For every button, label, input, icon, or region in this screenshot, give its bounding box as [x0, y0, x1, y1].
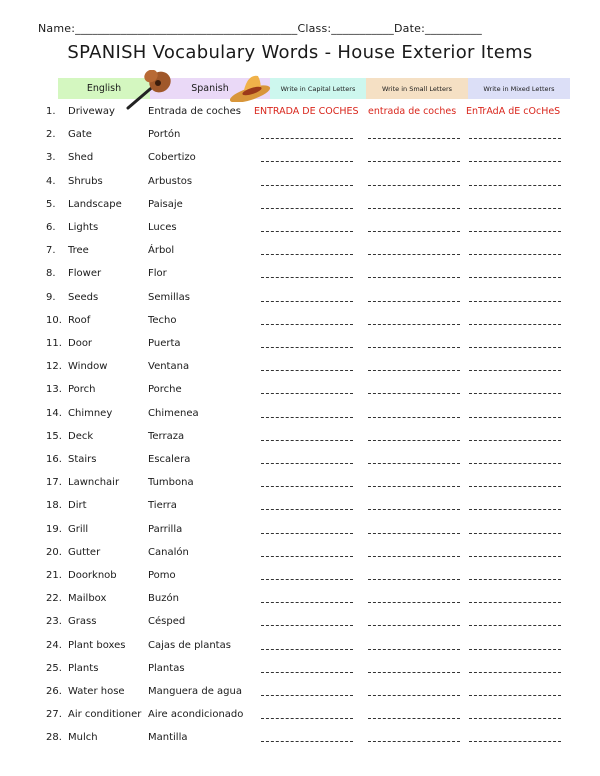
vocab-row [0, 292, 600, 308]
small-blank[interactable] [368, 185, 460, 186]
row-number: 4. [46, 175, 56, 187]
vocab-row [0, 384, 600, 400]
spanish-word: Parrilla [148, 523, 183, 535]
row-number: 6. [46, 222, 56, 233]
english-word: Shed [68, 152, 94, 164]
example-mixed: EnTrAdA dE cOcHeS [466, 106, 561, 117]
spanish-word: Plantas [148, 662, 185, 674]
capital-blank[interactable] [261, 556, 353, 557]
spanish-word: Canalón [148, 546, 189, 558]
english-word: Door [68, 338, 93, 349]
mixed-blank[interactable] [469, 231, 561, 232]
english-word: Porch [68, 384, 96, 396]
spanish-word: Árbol [148, 245, 175, 257]
english-word: Window [68, 361, 108, 373]
spanish-word: Aire acondicionado [148, 709, 244, 721]
row-number: 27. [46, 709, 62, 721]
row-number: 2. [46, 129, 56, 141]
mixed-blank[interactable] [469, 672, 561, 673]
small-blank[interactable] [368, 324, 460, 325]
capital-blank[interactable] [261, 277, 353, 278]
capital-blank[interactable] [261, 718, 353, 719]
english-word: Deck [68, 430, 94, 442]
vocab-row [0, 361, 600, 377]
small-blank[interactable] [368, 440, 460, 441]
small-blank[interactable] [368, 301, 460, 302]
mixed-blank[interactable] [469, 370, 561, 371]
english-word: Dirt [68, 500, 87, 512]
row-number: 26. [46, 686, 62, 697]
spanish-word: Cajas de plantas [148, 639, 231, 651]
small-blank[interactable] [368, 138, 460, 139]
row-number: 3. [46, 152, 56, 164]
spanish-word: Tumbona [148, 477, 194, 489]
spanish-word: Cobertizo [148, 152, 196, 164]
small-blank[interactable] [368, 231, 460, 232]
english-word: Driveway [68, 106, 115, 117]
small-blank[interactable] [368, 370, 460, 371]
row-number: 1. [46, 106, 56, 117]
small-blank[interactable] [368, 161, 460, 162]
vocab-row [0, 245, 600, 261]
english-word: Gutter [68, 546, 101, 558]
vocab-row [0, 500, 600, 516]
vocab-row [0, 338, 600, 354]
mixed-blank[interactable] [469, 208, 561, 209]
mixed-blank[interactable] [469, 185, 561, 186]
english-word: Air conditioner [68, 709, 142, 721]
row-number: 16. [46, 454, 62, 465]
capital-blank[interactable] [261, 440, 353, 441]
mixed-blank[interactable] [469, 602, 561, 603]
mixed-blank[interactable] [469, 324, 561, 325]
spanish-word: Arbustos [148, 175, 193, 187]
vocab-row [0, 732, 600, 748]
row-number: 23. [46, 616, 62, 628]
english-word: Plants [68, 662, 99, 674]
capital-blank[interactable] [261, 347, 353, 348]
english-word: Landscape [68, 198, 122, 210]
row-number: 25. [46, 662, 62, 674]
vocab-row [0, 454, 600, 470]
worksheet-title: SPANISH Vocabulary Words - House Exterior Items [67, 42, 533, 63]
capital-blank[interactable] [261, 649, 353, 650]
mixed-blank[interactable] [469, 393, 561, 394]
capital-blank[interactable] [261, 138, 353, 139]
small-blank[interactable] [368, 579, 460, 580]
english-word: Water hose [68, 686, 125, 697]
capital-blank[interactable] [261, 579, 353, 580]
english-word: Chimney [68, 407, 113, 419]
row-number: 20. [46, 546, 62, 558]
mixed-blank[interactable] [469, 440, 561, 441]
capital-blank[interactable] [261, 509, 353, 510]
capital-blank[interactable] [261, 625, 353, 626]
mixed-blank[interactable] [469, 347, 561, 348]
column-header-spanish: Spanish [150, 78, 270, 99]
vocab-row [0, 129, 600, 145]
mixed-blank[interactable] [469, 579, 561, 580]
spanish-word: Césped [148, 616, 186, 628]
column-header-small: Write in Small Letters [366, 78, 468, 99]
spanish-word: Flor [148, 268, 167, 280]
spanish-word: Terraza [148, 430, 185, 442]
small-blank[interactable] [368, 393, 460, 394]
row-number: 24. [46, 639, 62, 651]
vocab-row [0, 547, 600, 563]
capital-blank[interactable] [261, 161, 353, 162]
row-number: 5. [46, 198, 56, 210]
mixed-blank[interactable] [469, 138, 561, 139]
capital-blank[interactable] [261, 254, 353, 255]
row-number: 13. [46, 384, 62, 396]
capital-blank[interactable] [261, 370, 353, 371]
name-class-date-line[interactable]: Name:_______________________________________Class:___________Date:__________ [38, 22, 483, 35]
column-header-english: English [58, 78, 150, 99]
row-number: 22. [46, 593, 62, 605]
mixed-blank[interactable] [469, 695, 561, 696]
english-word: Seeds [68, 291, 99, 303]
vocab-row [0, 640, 600, 656]
capital-blank[interactable] [261, 602, 353, 603]
vocab-row [0, 222, 600, 238]
english-word: Shrubs [68, 175, 103, 187]
vocab-row [0, 593, 600, 609]
small-blank[interactable] [368, 556, 460, 557]
spanish-word: Buzón [148, 593, 179, 605]
row-number: 15. [46, 430, 62, 442]
small-blank[interactable] [368, 463, 460, 464]
small-blank[interactable] [368, 347, 460, 348]
row-number: 9. [46, 291, 56, 303]
small-blank[interactable] [368, 417, 460, 418]
mixed-blank[interactable] [469, 277, 561, 278]
mixed-blank[interactable] [469, 486, 561, 487]
small-blank[interactable] [368, 741, 460, 742]
capital-blank[interactable] [261, 486, 353, 487]
mixed-blank[interactable] [469, 161, 561, 162]
row-number: 17. [46, 477, 62, 489]
spanish-word: Escalera [148, 454, 191, 465]
spanish-word: Portón [148, 129, 181, 141]
row-number: 8. [46, 268, 56, 280]
vocab-row [0, 686, 600, 702]
capital-blank[interactable] [261, 417, 353, 418]
vocab-row [0, 709, 600, 725]
small-blank[interactable] [368, 625, 460, 626]
example-small: entrada de coches [368, 106, 457, 117]
spanish-word: Pomo [148, 570, 176, 581]
small-blank[interactable] [368, 602, 460, 603]
vocab-row [0, 570, 600, 586]
small-blank[interactable] [368, 533, 460, 534]
spanish-word: Semillas [148, 291, 190, 303]
row-number: 7. [46, 245, 56, 257]
capital-blank[interactable] [261, 463, 353, 464]
small-blank[interactable] [368, 672, 460, 673]
vocab-row [0, 176, 600, 192]
mixed-blank[interactable] [469, 417, 561, 418]
vocab-row [0, 663, 600, 679]
vocab-row [0, 616, 600, 632]
capital-blank[interactable] [261, 208, 353, 209]
vocab-row [0, 408, 600, 424]
spanish-word: Paisaje [148, 198, 183, 210]
mixed-blank[interactable] [469, 301, 561, 302]
spanish-word: Manguera de agua [148, 686, 242, 697]
small-blank[interactable] [368, 649, 460, 650]
vocab-row [0, 524, 600, 540]
spanish-word: Ventana [148, 361, 190, 373]
row-number: 28. [46, 732, 62, 744]
row-number: 14. [46, 407, 62, 419]
row-number: 21. [46, 570, 62, 581]
mixed-blank[interactable] [469, 649, 561, 650]
vocab-row [0, 431, 600, 447]
mixed-blank[interactable] [469, 556, 561, 557]
small-blank[interactable] [368, 277, 460, 278]
capital-blank[interactable] [261, 741, 353, 742]
small-blank[interactable] [368, 208, 460, 209]
spanish-word: Porche [148, 384, 182, 396]
english-word: Doorknob [68, 570, 117, 581]
capital-blank[interactable] [261, 533, 353, 534]
english-word: Mailbox [68, 593, 107, 605]
capital-blank[interactable] [261, 695, 353, 696]
spanish-word: Puerta [148, 338, 181, 349]
row-number: 10. [46, 314, 62, 326]
vocab-row [0, 106, 600, 122]
row-number: 19. [46, 523, 62, 535]
english-word: Flower [68, 268, 102, 280]
english-word: Lawnchair [68, 477, 120, 489]
small-blank[interactable] [368, 254, 460, 255]
spanish-word: Entrada de coches [148, 106, 241, 117]
capital-blank[interactable] [261, 301, 353, 302]
mixed-blank[interactable] [469, 463, 561, 464]
capital-blank[interactable] [261, 324, 353, 325]
column-header-mixed: Write in Mixed Letters [468, 78, 570, 99]
spanish-word: Tierra [148, 500, 177, 512]
small-blank[interactable] [368, 509, 460, 510]
row-number: 12. [46, 361, 62, 373]
english-word: Lights [68, 222, 99, 233]
example-capital: ENTRADA DE COCHES [254, 106, 359, 117]
mixed-blank[interactable] [469, 254, 561, 255]
capital-blank[interactable] [261, 672, 353, 673]
vocab-row [0, 268, 600, 284]
spanish-word: Chimenea [148, 407, 199, 419]
mixed-blank[interactable] [469, 625, 561, 626]
english-word: Mulch [68, 732, 98, 744]
english-word: Grill [68, 523, 89, 535]
mixed-blank[interactable] [469, 533, 561, 534]
small-blank[interactable] [368, 718, 460, 719]
english-word: Tree [68, 245, 89, 257]
capital-blank[interactable] [261, 231, 353, 232]
spanish-word: Techo [148, 314, 177, 326]
spanish-word: Luces [148, 222, 177, 233]
small-blank[interactable] [368, 486, 460, 487]
vocab-row [0, 152, 600, 168]
english-word: Plant boxes [68, 639, 126, 651]
mixed-blank[interactable] [469, 741, 561, 742]
column-header-capital: Write in Capital Letters [270, 78, 366, 99]
mixed-blank[interactable] [469, 718, 561, 719]
english-word: Roof [68, 314, 91, 326]
capital-blank[interactable] [261, 393, 353, 394]
mixed-blank[interactable] [469, 509, 561, 510]
row-number: 18. [46, 500, 62, 512]
capital-blank[interactable] [261, 185, 353, 186]
small-blank[interactable] [368, 695, 460, 696]
sombrero-icon [228, 72, 274, 102]
english-word: Grass [68, 616, 97, 628]
spanish-word: Mantilla [148, 732, 188, 744]
row-number: 11. [46, 338, 62, 349]
vocab-row [0, 315, 600, 331]
vocab-row [0, 199, 600, 215]
english-word: Gate [68, 129, 92, 141]
vocab-row [0, 477, 600, 493]
english-word: Stairs [68, 454, 97, 465]
